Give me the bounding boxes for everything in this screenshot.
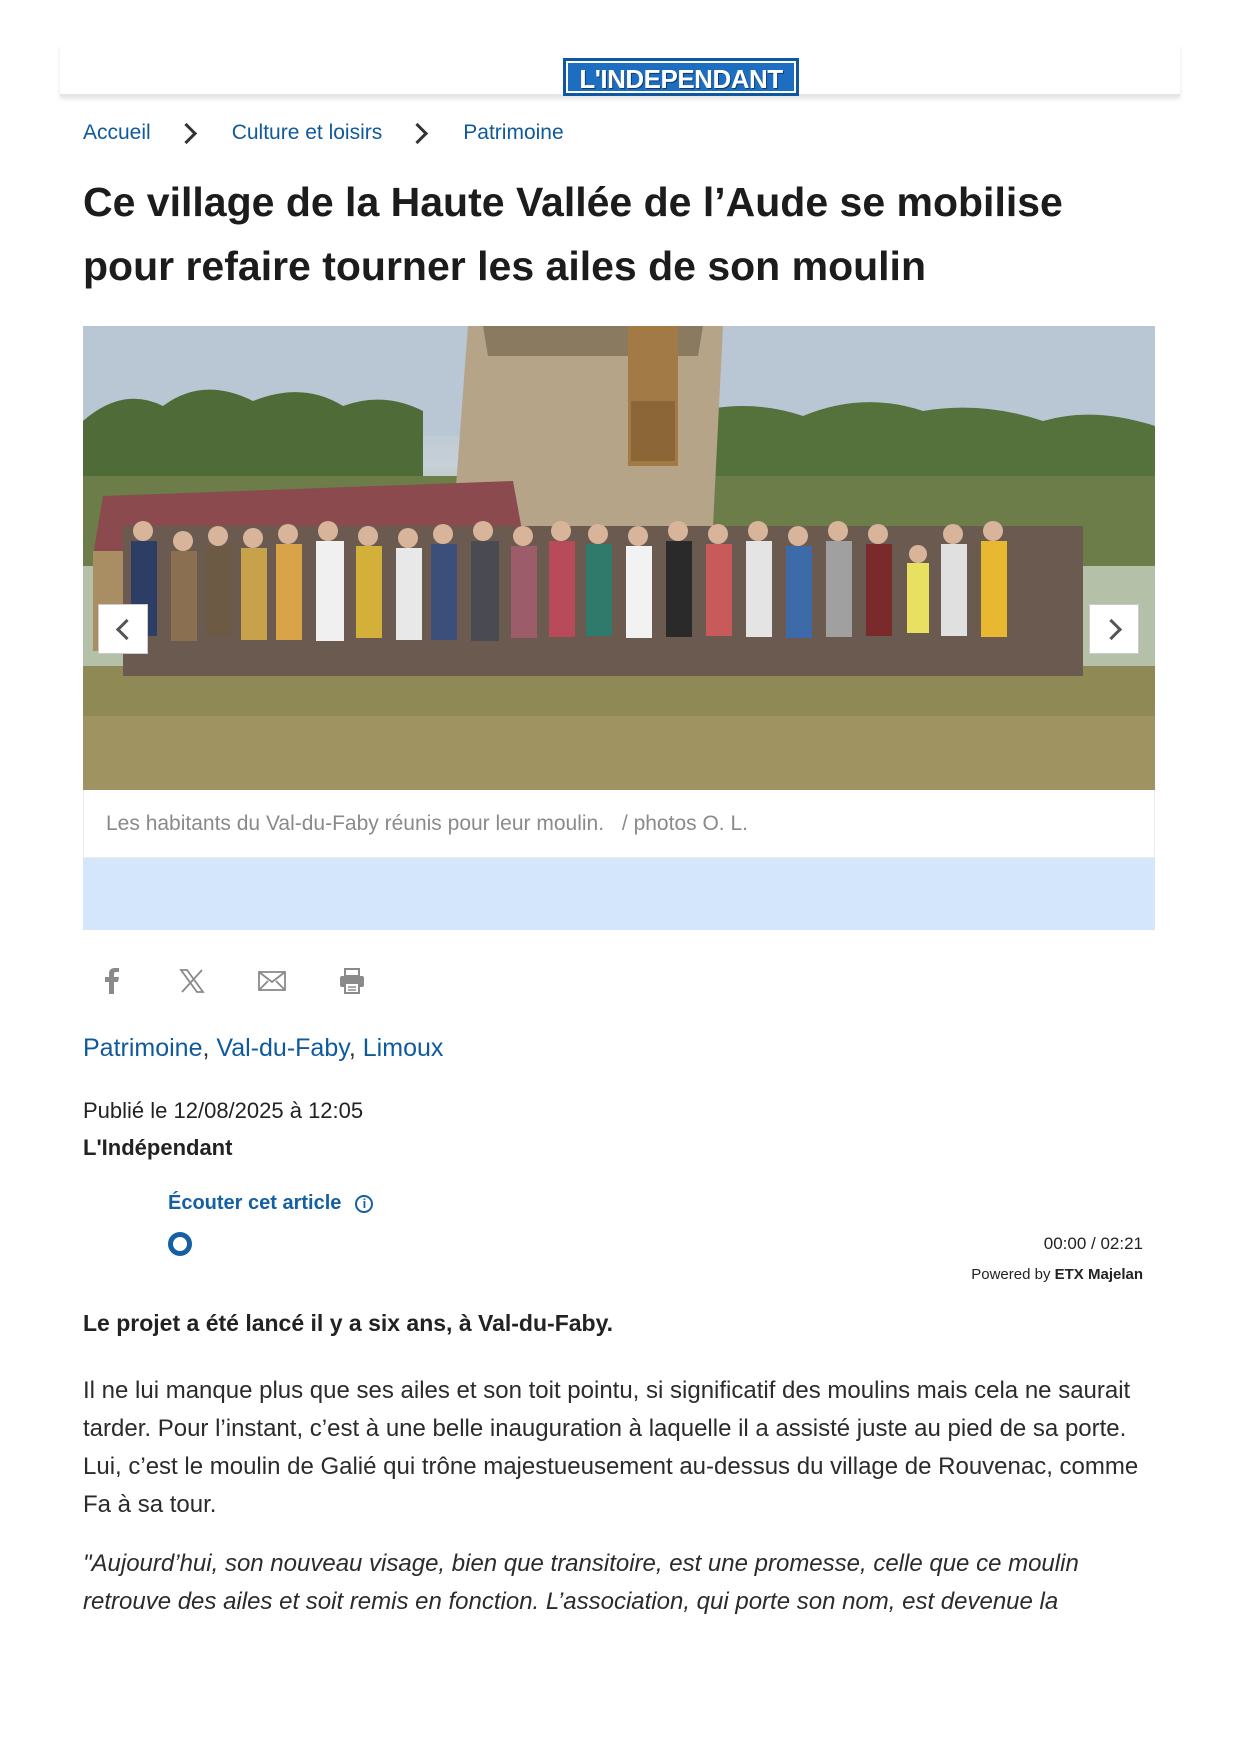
info-icon[interactable]: i (355, 1195, 373, 1213)
chevron-right-icon (176, 122, 197, 143)
article-tags: Patrimoine, Val-du-Faby, Limoux (83, 1034, 444, 1062)
x-icon[interactable] (177, 966, 207, 996)
powered-brand[interactable]: ETX Majelan (1054, 1266, 1143, 1283)
photo-illustration (83, 326, 1155, 790)
tag-link[interactable]: Limoux (362, 1034, 444, 1062)
photo-credit: / photos O. L. (621, 812, 748, 835)
mail-icon[interactable] (257, 966, 287, 996)
chevron-right-icon (1100, 618, 1121, 639)
site-logo[interactable] (563, 58, 799, 96)
chevron-right-icon (407, 122, 428, 143)
article-title: Ce village de la Haute Vallée de l’Aude se mobilise pour refaire tourner les ailes de son moulin (83, 179, 1063, 289)
publish-date: Publié le 12/08/2025 à 12:05 (83, 1098, 364, 1123)
site-header (60, 44, 1180, 96)
print-icon[interactable] (337, 966, 367, 996)
facebook-icon[interactable] (97, 966, 127, 996)
logo-text: L'INDEPENDANT (566, 61, 796, 93)
article-photo[interactable] (83, 326, 1155, 790)
article-paragraph: Il ne lui manque plus que ses ailes et son toit pointu, si significatif des moulins mais cela ne saurait tarder. Pour l’instant, c’est à une belle inauguration à laquelle il a assisté juste au pied de sa porte. Lui, c’est le moulin de Galié qui trône majestueusement au-dessus du village de Rouvenac, comme Fa à sa tour. (83, 1377, 1139, 1518)
tag-link[interactable]: Val-du-Faby (216, 1034, 349, 1062)
tag-link[interactable]: Patrimoine (83, 1034, 203, 1062)
listen-label: Écouter cet article (168, 1192, 342, 1214)
caption-text: Les habitants du Val-du-Faby réunis pour leur moulin. (106, 812, 605, 835)
breadcrumb-culture[interactable]: Culture et loisirs (231, 121, 383, 144)
powered-prefix: Powered by (971, 1266, 1051, 1283)
article-author: L'Indépendant (83, 1135, 233, 1160)
carousel-prev-button[interactable] (98, 604, 148, 654)
article-lead: Le projet a été lancé il y a six ans, à Val-du-Faby. (83, 1310, 614, 1336)
audio-progress-handle[interactable] (168, 1232, 192, 1256)
audio-time: 00:00 / 02:21 (1043, 1234, 1143, 1253)
ad-placeholder (83, 858, 1155, 930)
breadcrumb-patrimoine[interactable]: Patrimoine (463, 121, 564, 144)
chevron-left-icon (115, 618, 136, 639)
share-bar (97, 966, 417, 996)
photo-caption (106, 812, 748, 836)
article-paragraph: "Aujourd’hui, son nouveau visage, bien que transitoire, est une promesse, celle que ce moulin retrouve des ailes et soit remis en fonction. L’association, qui porte son nom, est devenue la (83, 1550, 1079, 1615)
carousel-next-button[interactable] (1089, 604, 1139, 654)
photo-caption-box (83, 790, 1155, 858)
powered-by (971, 1266, 1143, 1283)
listen-article[interactable] (168, 1192, 373, 1215)
breadcrumb-home[interactable]: Accueil (83, 121, 151, 144)
breadcrumb (83, 118, 564, 148)
